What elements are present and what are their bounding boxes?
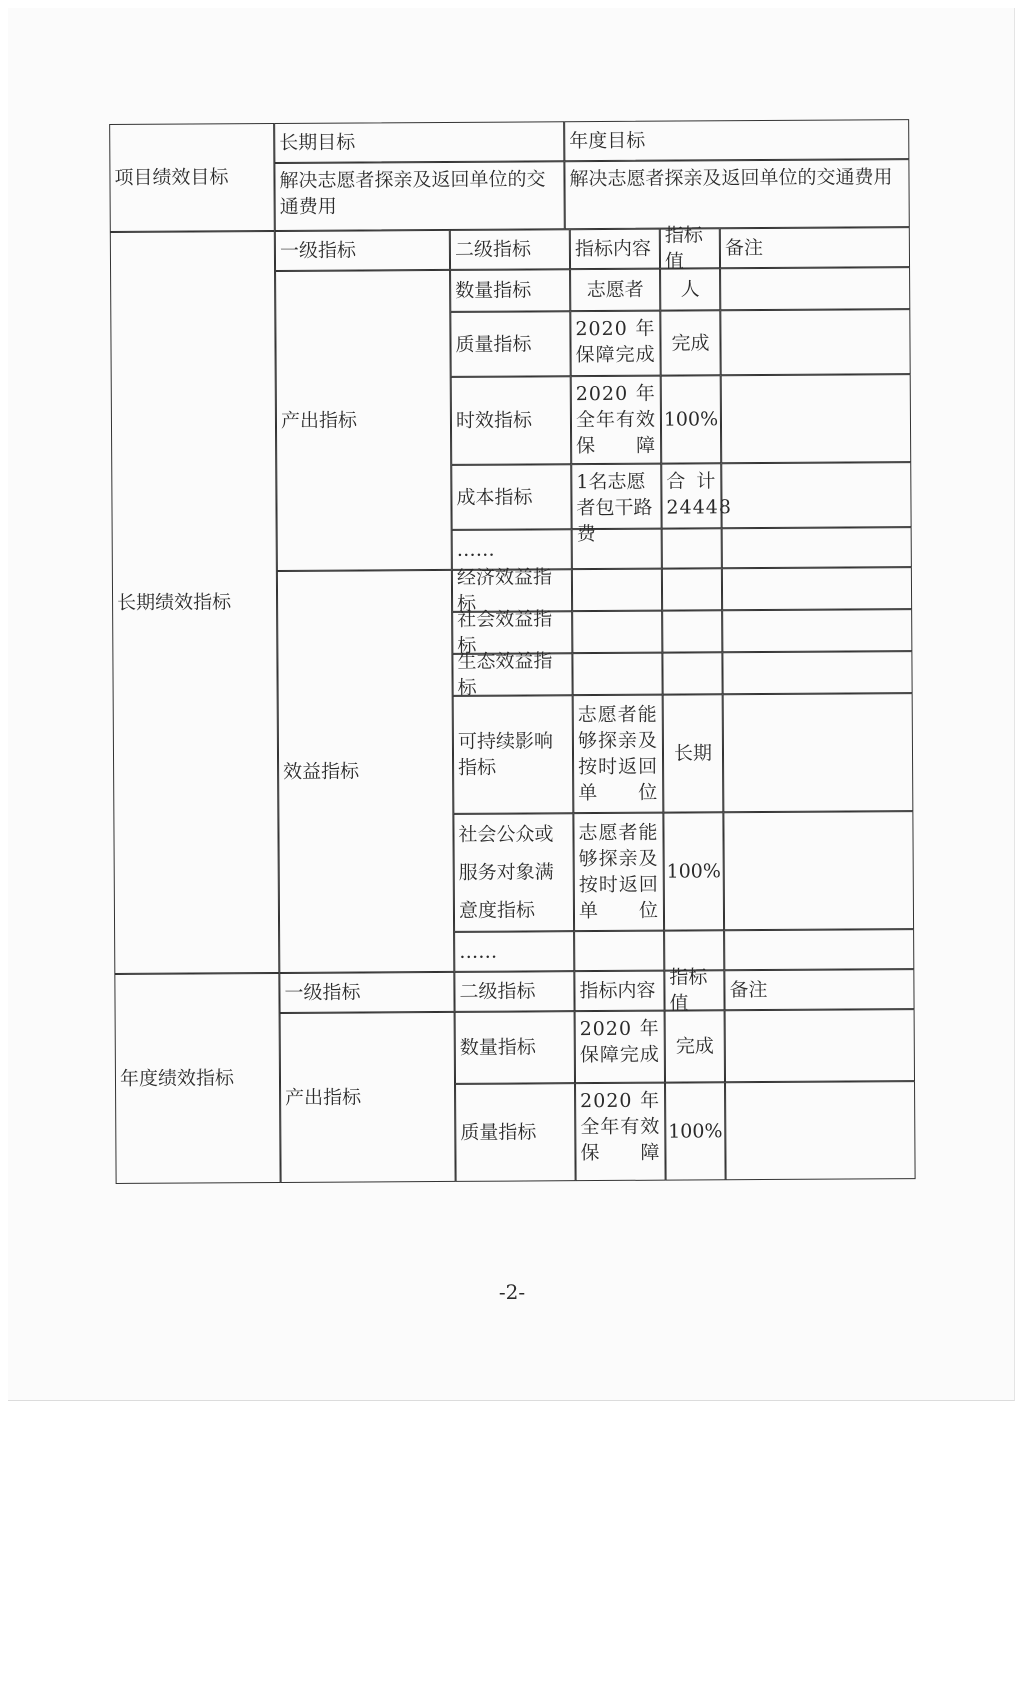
lt-ecological-remark — [722, 651, 912, 694]
an-level1-header: 一级指标 — [279, 972, 454, 1013]
an-content-header: 指标内容 — [574, 971, 664, 1012]
an-value-header: 指标值 — [664, 970, 724, 1010]
an-quantity-remark — [725, 1009, 915, 1082]
lt-social-value — [662, 610, 722, 652]
project-goals-label: 项目绩效目标 — [109, 123, 275, 232]
an-quality-content: 2020年全年有效保障 — [575, 1083, 666, 1182]
lt-cost-value: 合计24448 — [661, 463, 721, 528]
an-remark-header: 备注 — [724, 969, 914, 1010]
lt-value-header: 指标值 — [660, 228, 720, 268]
lt-quality-remark — [720, 309, 910, 375]
lt-quantity-content: 志愿者 — [570, 269, 660, 312]
lt-output-ellipsis-value — [662, 528, 722, 568]
lt-timeliness-value: 100% — [661, 375, 722, 463]
lt-sustainable-content: 志愿者能够探亲及按时返回单位 — [573, 695, 664, 814]
lt-satisfaction-content: 志愿者能够探亲及按时返回单位 — [573, 813, 664, 932]
lt-sustainable-remark — [723, 693, 914, 812]
lt-satisfaction-remark — [723, 811, 914, 930]
an-quantity-name: 数量指标 — [455, 1011, 575, 1084]
an-output-label: 产出指标 — [280, 1012, 456, 1183]
lt-social-content — [572, 611, 662, 654]
lt-quality-name: 质量指标 — [450, 311, 570, 377]
lt-quantity-name: 数量指标 — [450, 269, 570, 312]
an-level2-header: 二级指标 — [454, 971, 574, 1012]
lt-ecological-content — [572, 653, 662, 696]
annual-goal-header: 年度目标 — [564, 119, 909, 161]
lt-level2-header: 二级指标 — [450, 229, 570, 270]
lt-social-remark — [722, 609, 912, 652]
lt-output-ellipsis: …… — [452, 529, 572, 570]
lt-social-name: 社会效益指标 — [452, 611, 572, 654]
lt-timeliness-name: 时效指标 — [451, 376, 572, 465]
lt-content-header: 指标内容 — [570, 229, 660, 270]
lt-quantity-value: 人 — [660, 268, 720, 310]
lt-benefit-ellipsis-content — [574, 931, 664, 972]
lt-economic-name: 经济效益指标 — [452, 569, 572, 612]
page-number: -2- — [498, 1280, 526, 1304]
lt-ecological-name: 生态效益指标 — [452, 653, 572, 696]
lt-economic-remark — [722, 567, 912, 610]
lt-timeliness-content: 2020年全年有效保障 — [571, 376, 662, 465]
lt-timeliness-remark — [721, 374, 912, 463]
lt-cost-content: 1名志愿者包干路费 — [571, 464, 661, 530]
performance-table — [110, 95, 917, 1250]
an-quantity-content: 2020年保障完成 — [575, 1011, 665, 1084]
an-quality-remark — [725, 1081, 916, 1180]
lt-quantity-remark — [720, 267, 910, 310]
lt-economic-value — [662, 568, 722, 610]
lt-quality-value: 完成 — [660, 310, 720, 375]
lt-cost-remark — [721, 462, 911, 528]
lt-output-ellipsis-content — [572, 529, 662, 570]
lt-ecological-value — [662, 652, 722, 694]
lt-output-ellipsis-remark — [722, 527, 912, 568]
long-term-indicators-label: 长期绩效指标 — [110, 231, 280, 974]
an-quality-value: 100% — [665, 1082, 726, 1180]
long-term-goal-header: 长期目标 — [274, 121, 564, 163]
lt-level1-header: 一级指标 — [275, 230, 450, 271]
annual-goal-text: 解决志愿者探亲及返回单位的交通费用 — [564, 159, 909, 229]
annual-indicators-label: 年度绩效指标 — [114, 973, 280, 1184]
lt-remark-header: 备注 — [720, 227, 910, 268]
lt-sustainable-name: 可持续影响指标 — [453, 695, 574, 814]
lt-benefit-ellipsis: …… — [454, 931, 574, 972]
lt-benefit-label: 效益指标 — [277, 570, 454, 973]
an-quantity-value: 完成 — [665, 1010, 725, 1082]
lt-benefit-ellipsis-remark — [724, 929, 914, 970]
lt-satisfaction-name: 社会公众或服务对象满意度指标 — [453, 813, 574, 932]
long-term-goal-text: 解决志愿者探亲及返回单位的交通费用 — [274, 161, 564, 231]
an-quality-name: 质量指标 — [455, 1083, 576, 1182]
lt-cost-name: 成本指标 — [451, 464, 571, 530]
lt-economic-content — [572, 569, 662, 612]
lt-quality-content: 2020年保障完成 — [570, 311, 660, 377]
lt-satisfaction-value: 100% — [663, 812, 724, 930]
lt-sustainable-value: 长期 — [663, 694, 724, 812]
lt-output-label: 产出指标 — [275, 270, 452, 571]
